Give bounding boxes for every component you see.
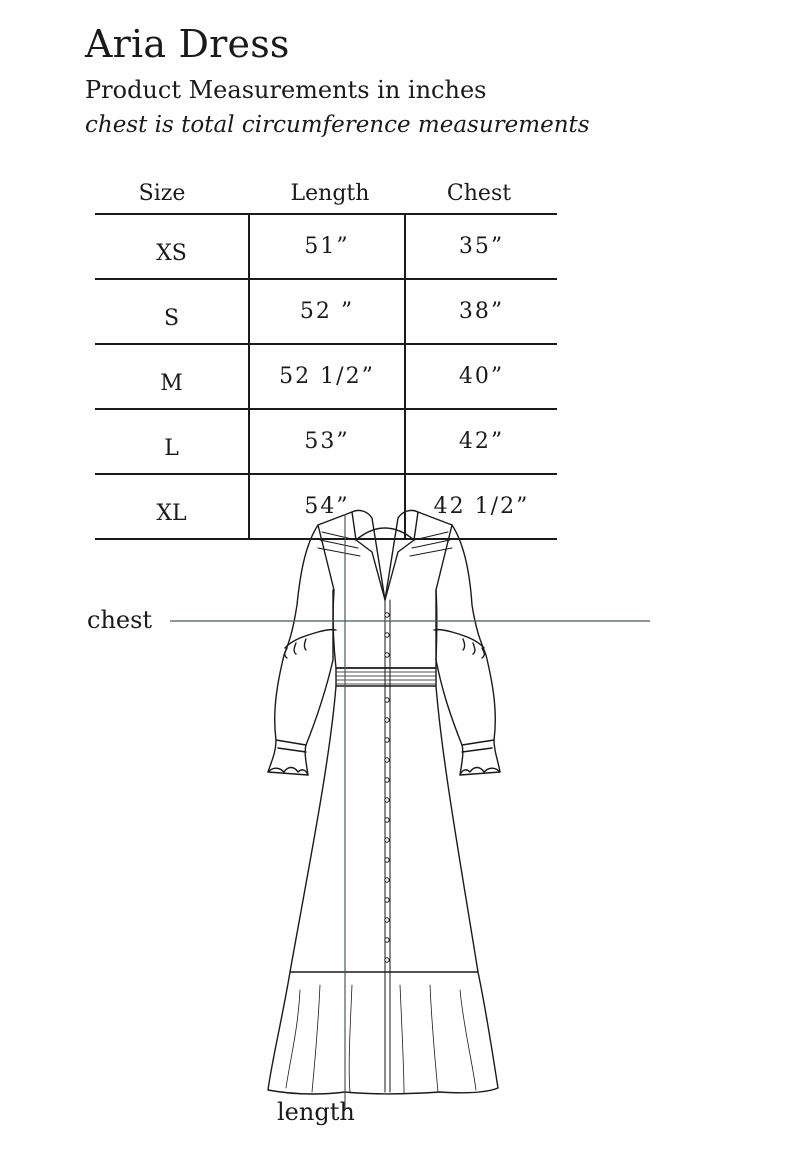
chest-label: chest <box>87 606 153 634</box>
product-title: Aria Dress <box>85 22 290 66</box>
length-cell: 52 ” <box>249 279 405 344</box>
length-cell: 54” <box>249 474 405 539</box>
left-cuff <box>268 740 308 775</box>
chest-cell: 40” <box>405 344 557 409</box>
size-cell: L <box>95 409 249 474</box>
chest-cell: 42” <box>405 409 557 474</box>
header-chest: Chest <box>446 181 512 206</box>
chest-cell: 38” <box>405 279 557 344</box>
measurements-subtitle: Product Measurements in inches <box>85 76 487 104</box>
left-sleeve-ruffle <box>285 630 336 658</box>
size-cell: XL <box>95 474 249 539</box>
waistband <box>336 668 436 686</box>
shoulder-smocking <box>318 532 452 556</box>
button-placket <box>385 600 390 1092</box>
size-cell: M <box>95 344 249 409</box>
length-label: length <box>277 1098 355 1126</box>
size-cell: XS <box>95 214 249 279</box>
length-cell: 53” <box>249 409 405 474</box>
right-sleeve <box>436 525 500 775</box>
left-sleeve <box>268 525 333 775</box>
chest-cell: 35” <box>405 214 557 279</box>
skirt <box>290 686 478 972</box>
collar <box>352 512 418 600</box>
header-size: Size <box>138 181 186 206</box>
header-length: Length <box>290 181 370 206</box>
hem-ruffle <box>268 972 498 1094</box>
right-sleeve-ruffle <box>434 630 484 658</box>
size-cell: S <box>95 279 249 344</box>
length-cell: 52 1/2” <box>249 344 405 409</box>
chest-cell: 42 1/2” <box>405 474 557 539</box>
length-cell: 51” <box>249 214 405 279</box>
chest-note: chest is total circumference measurements <box>85 112 590 138</box>
